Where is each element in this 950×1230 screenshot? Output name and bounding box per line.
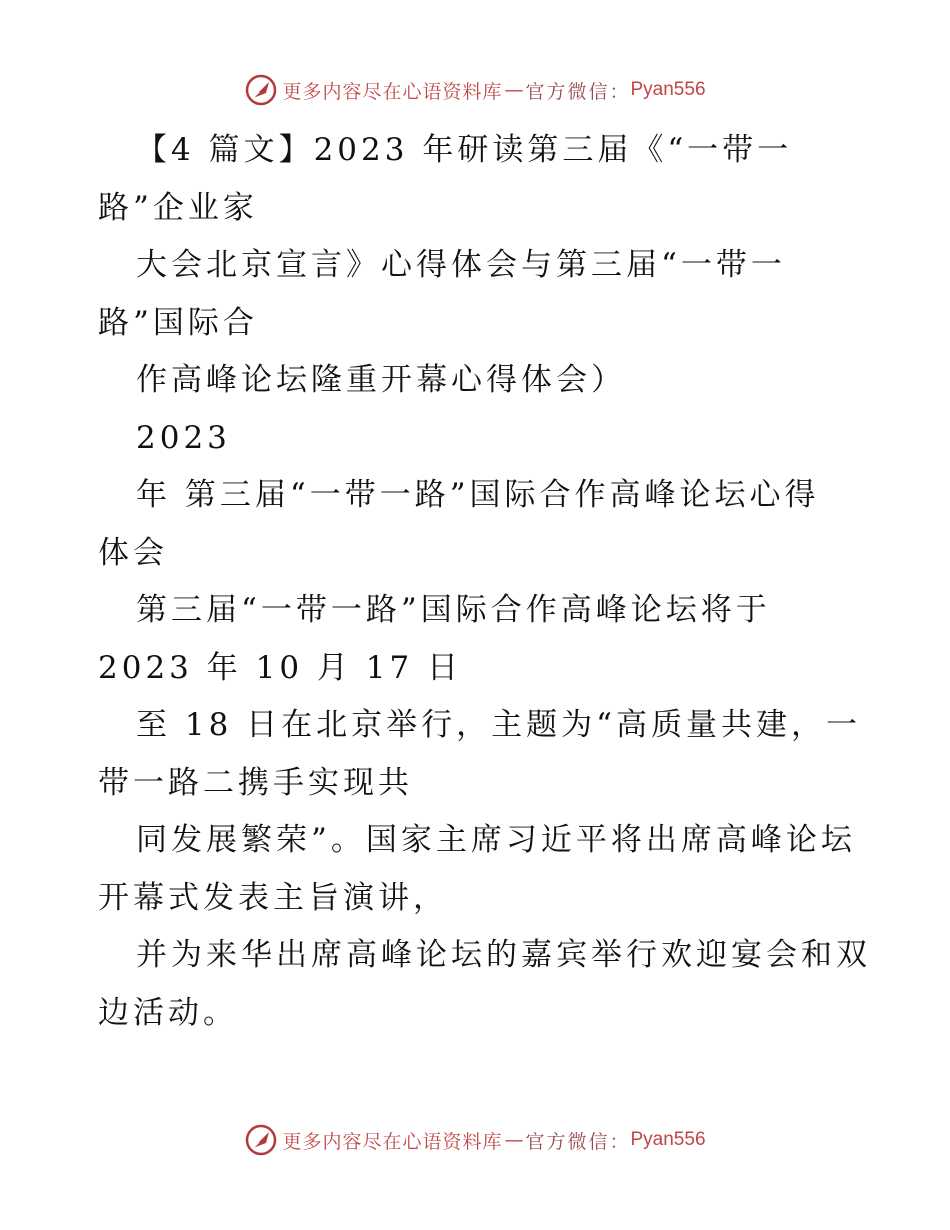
- page-footer-banner: [0, 1120, 950, 1160]
- footer-wechat-id: Pyan556: [630, 1129, 706, 1150]
- paragraph-line-1: 第三届“一带一路”国际合作高峰论坛将于: [136, 592, 771, 628]
- paragraph-line-3: 至 18 日在北京举行，主题为“高质量共建，一: [136, 707, 862, 743]
- title-line-2: 路”企业家: [98, 189, 258, 226]
- footer-dash: —: [504, 1129, 524, 1151]
- footer-wechat-label: 官方微信：: [525, 1130, 631, 1153]
- paragraph-line-2: 2023 年 10 月 17 日: [98, 649, 463, 686]
- header-wechat-id: Pyan556: [630, 79, 706, 100]
- heading-line-1: 年 第三届“一带一路”国际合作高峰论坛心得: [136, 477, 820, 513]
- heading-line-2: 体会: [98, 534, 168, 571]
- paragraph-line-6: 开幕式发表主旨演讲，: [98, 879, 448, 916]
- header-wechat-label: 官方微信：: [525, 80, 631, 103]
- page-header-banner: [0, 70, 950, 110]
- paragraph-line-7: 并为来华出席高峰论坛的嘉宾举行欢迎宴会和双: [136, 937, 871, 973]
- quill-pen-logo-icon: [244, 73, 278, 107]
- quill-pen-logo-icon: [244, 1123, 278, 1157]
- title-line-3: 大会北京宣言》心得体会与第三届“一带一: [136, 247, 786, 283]
- title-line-4: 路”国际合: [98, 304, 258, 341]
- heading-year-line: 2023: [136, 419, 231, 456]
- paragraph-line-8: 边活动。: [98, 994, 238, 1031]
- title-line-1: 【4 篇文】2023 年研读第三届《“一带一: [136, 132, 793, 168]
- paragraph-line-5: 同发展繁荣”。国家主席习近平将出席高峰论坛: [136, 822, 856, 858]
- title-line-5: 作高峰论坛隆重开幕心得体会）: [136, 362, 626, 398]
- footer-site-text: 更多内容尽在心语资料库: [282, 1130, 503, 1153]
- document-body: [98, 122, 871, 1042]
- header-site-text: 更多内容尽在心语资料库: [282, 80, 503, 103]
- header-dash: —: [504, 79, 524, 101]
- paragraph-line-4: 带一路二携手实现共: [98, 764, 413, 801]
